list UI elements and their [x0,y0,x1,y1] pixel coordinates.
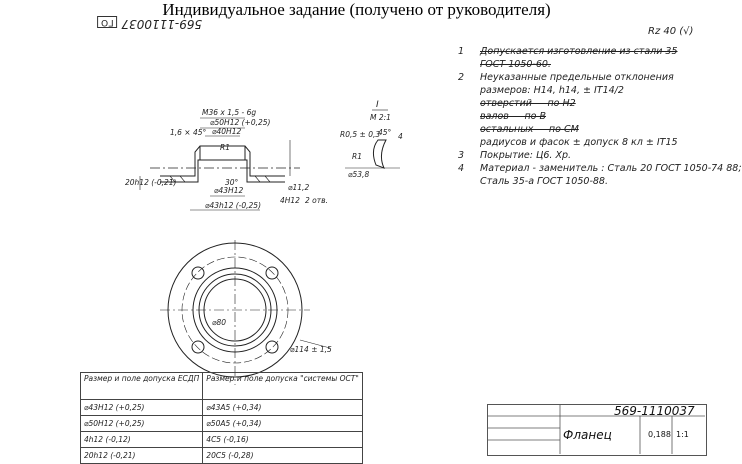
table-row [81,432,363,448]
table-row [81,400,363,416]
table-cell: ⌀43А5 (+0,34) [203,400,363,416]
title-block-name: Фланец [563,428,612,442]
note-text: Материал - заменитель : Сталь 20 ГОСТ 1050-74 88; [480,163,742,174]
column-header: Размер и поле допуска ЕСДП [81,373,203,400]
detail-profile [373,140,386,168]
tolerance-comparison-table [80,372,363,464]
note-text: размеров: H14, h14, ± IT14/2 [480,85,624,96]
dim-angle: 30° [225,178,239,187]
dim-h45: 1,6 × 45° [170,128,207,137]
note-number: 3 [458,150,465,161]
table-row [81,448,363,464]
dim-thread: M36 x 1,5 - 6g [202,108,257,117]
note-text: отверстий — по H2 [480,98,576,109]
dim-d40: ⌀40H12 [212,127,242,136]
dim-d11: ⌀11,2 [288,183,310,192]
note-text: остальных — по СМ [480,124,579,135]
plan-view [160,240,330,385]
detail-scale: M 2:1 [370,113,391,122]
stamp-label: ГО [97,16,118,28]
note-number: 4 [458,163,465,174]
dim-h13: 4H12 [280,196,300,205]
dim-r05: R0,5 ± 0,3 [340,130,381,139]
table-cell: 20h12 (-0,21) [81,448,203,464]
title-block-mass: 0,188 [648,430,671,439]
dim-d50: ⌀50H12 (+0,25) [210,118,271,127]
section-hatch [170,176,270,182]
dim-d538: ⌀53,8 [348,170,370,179]
note-text: валов — по В [480,111,547,122]
dim-chamfer: 45° [378,128,392,137]
table-header-row [81,373,363,400]
dim-small: 2 отв. [305,196,328,205]
table-row [81,416,363,432]
note-text: Неуказанные предельные отклонения [480,72,674,83]
section-inner [160,160,285,182]
page-title: Индивидуальное задание (получено от руководителя) [162,0,551,19]
dim-r1b: R1 [352,152,362,161]
detail-label: I [376,100,379,110]
table-cell: 4С5 (-0,16) [203,432,363,448]
dim-d80: ⌀80 [212,318,227,327]
bolt-hole [192,267,204,279]
table-cell: ⌀50H12 (+0,25) [81,416,203,432]
dim-len4: 4 [398,132,403,141]
roughness-mark: Rz 40 (√) [648,26,694,37]
bolt-hole [192,341,204,353]
dim-d43b: ⌀43h12 (-0,25) [205,201,261,210]
dim-w20: 20h12 (-0,21) [125,178,177,187]
title-block-code: 569-1110037 [614,404,695,418]
title-block-scale: 1:1 [676,430,689,439]
note-number: 2 [458,72,465,83]
table-cell: 4h12 (-0,12) [81,432,203,448]
note-text: радиусов и фасок ± допуск 8 кл ± IT15 [480,137,678,148]
dim-d43: ⌀43H12 [214,186,244,195]
dim-r1: R1 [220,143,230,152]
note-number: 1 [458,46,465,57]
note-text: Сталь 35-а ГОСТ 1050-88. [480,176,608,187]
bolt-hole [266,267,278,279]
table-cell: ⌀50А5 (+0,34) [203,416,363,432]
note-text: Допускается изготовление из стали 35 [480,46,678,57]
table-cell: 20С5 (-0,28) [203,448,363,464]
note-text: ГОСТ 1050-60. [480,59,551,70]
note-text: Покрытие: Ц6. Хр. [480,150,572,161]
bolt-hole [266,341,278,353]
table-cell: ⌀43H12 (+0,25) [81,400,203,416]
dim-d114: ⌀114 ± 1,5 [290,345,332,354]
column-header: Размер и поле допуска "системы ОСТ" [203,373,363,400]
stamp-code: 569-1110037 [121,17,203,31]
